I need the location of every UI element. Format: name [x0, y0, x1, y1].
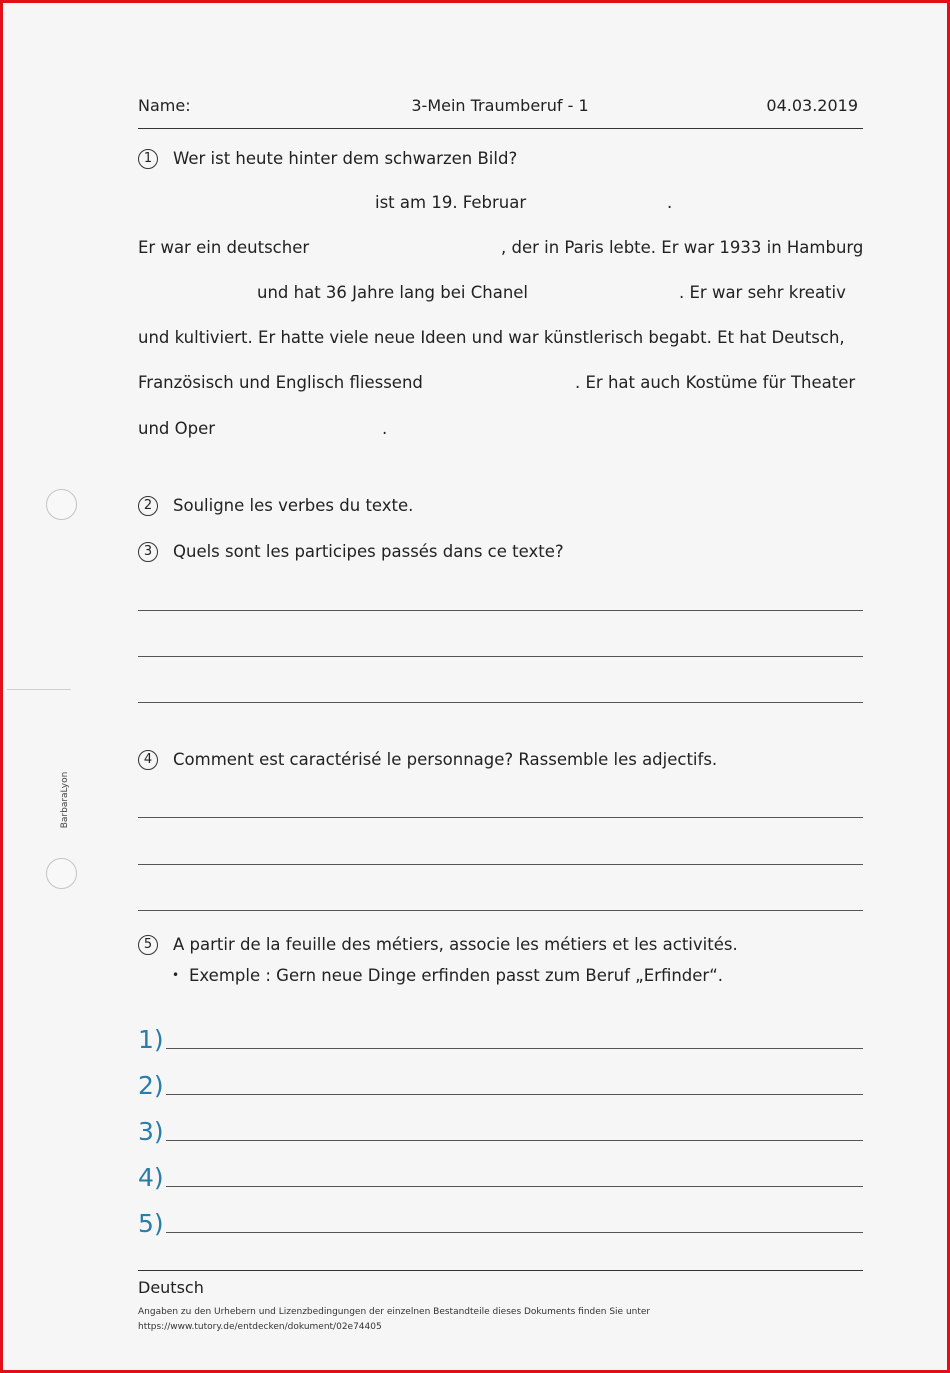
answer-line [138, 864, 863, 865]
text-line-3b: . Er war sehr kreativ [679, 283, 846, 302]
text-line-2a: Er war ein deutscher [138, 238, 310, 257]
answer-number-5: 5) [138, 1209, 164, 1238]
worksheet-date: 04.03.2019 [766, 96, 858, 115]
question-number-1: 1 [138, 149, 158, 169]
answer-line [138, 656, 863, 657]
text-line-2b: , der in Paris lebte. Er war 1933 in Hamburg [501, 238, 864, 257]
name-label: Name: [138, 96, 191, 115]
answer-line [138, 702, 863, 703]
answer-line-1 [166, 1048, 863, 1049]
question-1-text: Wer ist heute hinter dem schwarzen Bild? [173, 149, 518, 168]
answer-line-2 [166, 1094, 863, 1095]
text-line-5a: Französisch und Englisch fliessend [138, 373, 423, 392]
text-line-1a: ist am 19. Februar [375, 193, 527, 212]
worksheet-title: 3-Mein Traumberuf - 1 [411, 96, 589, 115]
footer-subject: Deutsch [138, 1278, 204, 1297]
footer-license-note: Angaben zu den Urhebern und Lizenzbedingungen der einzelnen Bestandteile dieses Dokuments finden Sie unter [138, 1307, 651, 1317]
footer-license-link: https://www.tutory.de/entdecken/dokument/02e74405 [138, 1322, 382, 1332]
answer-line-5 [166, 1232, 863, 1233]
question-5-text: A partir de la feuille des métiers, associe les métiers et les activités. [173, 935, 738, 954]
answer-number-3: 3) [138, 1117, 164, 1146]
answer-line [138, 817, 863, 818]
answer-number-1: 1) [138, 1025, 164, 1054]
question-number-3: 3 [138, 542, 158, 562]
example-text: Exemple : Gern neue Dinge erfinden passt zum Beruf „Erfinder“. [189, 966, 723, 985]
punch-hole-bottom [46, 858, 77, 889]
answer-line-4 [166, 1186, 863, 1187]
text-line-4: und kultiviert. Er hatte viele neue Ideen und war künstlerisch begabt. Et hat Deutsch, [138, 328, 845, 347]
text-line-1b: . [667, 193, 673, 212]
text-line-5b: . Er hat auch Kostüme für Theater [575, 373, 856, 392]
question-number-4: 4 [138, 750, 158, 770]
answer-line [138, 910, 863, 911]
bullet-point: • [172, 968, 180, 982]
text-line-6a: und Oper [138, 419, 216, 438]
header-rule [138, 128, 863, 129]
answer-line-3 [166, 1140, 863, 1141]
author-credit: BarbaraLyon [60, 771, 70, 829]
question-number-5: 5 [138, 935, 158, 955]
question-2-text: Souligne les verbes du texte. [173, 496, 414, 515]
text-line-3a: und hat 36 Jahre lang bei Chanel [257, 283, 529, 302]
fold-mark [7, 689, 71, 690]
answer-number-2: 2) [138, 1071, 164, 1100]
question-3-text: Quels sont les participes passés dans ce texte? [173, 542, 564, 561]
text-line-6b: . [382, 419, 388, 438]
question-4-text: Comment est caractérisé le personnage? Rassemble les adjectifs. [173, 750, 718, 769]
footer-rule [138, 1270, 863, 1271]
answer-number-4: 4) [138, 1163, 164, 1192]
question-number-2: 2 [138, 496, 158, 516]
answer-line [138, 610, 863, 611]
punch-hole-top [46, 489, 77, 520]
